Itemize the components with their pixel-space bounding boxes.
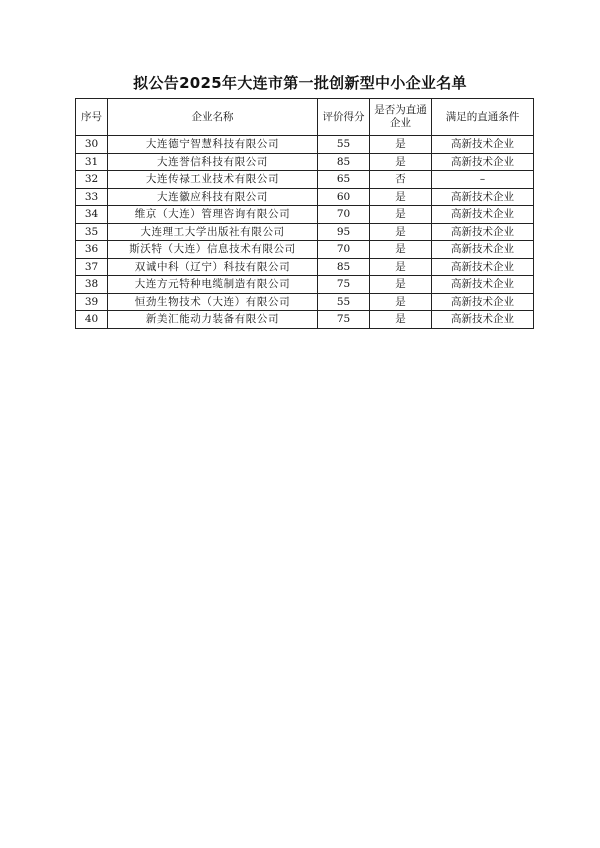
cell-condition: 高新技术企业 [432,293,534,311]
cell-score: 55 [318,136,370,154]
cell-direct: 是 [370,223,432,241]
cell-name: 新美汇能动力装备有限公司 [108,311,318,329]
cell-condition: 高新技术企业 [432,241,534,259]
cell-name: 斯沃特（大连）信息技术有限公司 [108,241,318,259]
cell-score: 65 [318,171,370,189]
cell-no: 31 [76,153,108,171]
cell-condition: 高新技术企业 [432,276,534,294]
cell-score: 75 [318,276,370,294]
cell-condition: 高新技术企业 [432,206,534,224]
cell-direct: 是 [370,153,432,171]
cell-no: 38 [76,276,108,294]
cell-direct: 否 [370,171,432,189]
cell-name: 大连方元特种电缆制造有限公司 [108,276,318,294]
cell-name: 大连誉信科技有限公司 [108,153,318,171]
cell-condition: 高新技术企业 [432,258,534,276]
table-row [76,206,534,224]
table-row [76,276,534,294]
cell-condition: 高新技术企业 [432,311,534,329]
table-row [76,311,534,329]
cell-condition: – [432,171,534,189]
cell-direct: 是 [370,241,432,259]
header-no: 序号 [76,99,108,136]
table-row [76,241,534,259]
cell-direct: 是 [370,136,432,154]
cell-score: 85 [318,258,370,276]
table-row [76,136,534,154]
cell-no: 39 [76,293,108,311]
cell-name: 大连传禄工业技术有限公司 [108,171,318,189]
page-title: 拟公告2025年大连市第一批创新型中小企业名单 [133,74,467,92]
table-row [76,258,534,276]
cell-condition: 高新技术企业 [432,223,534,241]
cell-no: 37 [76,258,108,276]
cell-direct: 是 [370,188,432,206]
enterprise-table [75,98,534,329]
cell-no: 36 [76,241,108,259]
cell-direct: 是 [370,258,432,276]
cell-condition: 高新技术企业 [432,153,534,171]
header-score: 评价得分 [318,99,370,136]
cell-no: 34 [76,206,108,224]
cell-no: 30 [76,136,108,154]
cell-name: 维京（大连）管理咨询有限公司 [108,206,318,224]
cell-direct: 是 [370,293,432,311]
table-row [76,293,534,311]
cell-name: 大连德宁智慧科技有限公司 [108,136,318,154]
table-row [76,171,534,189]
cell-score: 95 [318,223,370,241]
cell-score: 55 [318,293,370,311]
cell-condition: 高新技术企业 [432,188,534,206]
cell-name: 双诚中科（辽宁）科技有限公司 [108,258,318,276]
cell-score: 70 [318,241,370,259]
cell-no: 33 [76,188,108,206]
cell-no: 32 [76,171,108,189]
table-row [76,188,534,206]
header-direct: 是否为直通企业 [370,99,432,136]
table-row [76,223,534,241]
cell-direct: 是 [370,206,432,224]
cell-no: 35 [76,223,108,241]
cell-score: 70 [318,206,370,224]
cell-score: 60 [318,188,370,206]
cell-condition: 高新技术企业 [432,136,534,154]
cell-name: 大连理工大学出版社有限公司 [108,223,318,241]
cell-no: 40 [76,311,108,329]
cell-score: 85 [318,153,370,171]
header-name: 企业名称 [108,99,318,136]
cell-name: 恒劲生物技术（大连）有限公司 [108,293,318,311]
table-row [76,153,534,171]
table-header-row [76,99,534,136]
cell-name: 大连徽应科技有限公司 [108,188,318,206]
cell-direct: 是 [370,311,432,329]
cell-score: 75 [318,311,370,329]
header-condition: 满足的直通条件 [432,99,534,136]
cell-direct: 是 [370,276,432,294]
